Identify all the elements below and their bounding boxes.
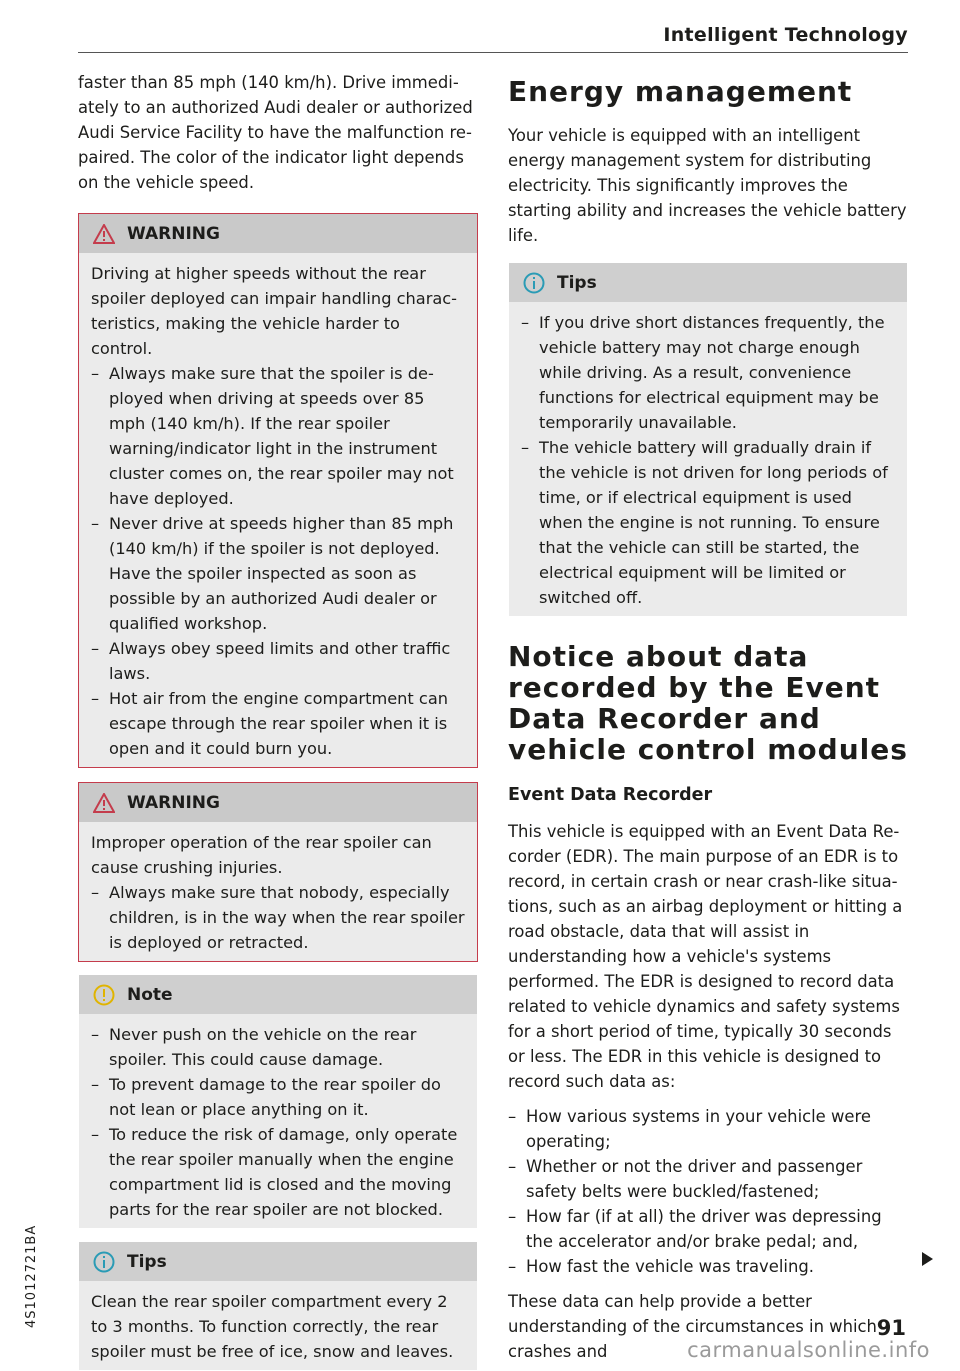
page-number: 91 (876, 1316, 906, 1340)
list-item: – The vehicle battery will gradually drain if the vehicle is not driven for long periods of time, or if electrical equipment is used when the engine is not running. To ensure that the vehicle can still be started, the electrical equipment will be limited or switched off. (521, 435, 895, 610)
list-item: – Never push on the vehicle on the rear spoiler. This could cause damage. (91, 1022, 465, 1072)
tips-text: Clean the rear spoiler compartment every 2 to 3 months. To function correctly, the rear spoiler must be free of ice, snow and leaves. (91, 1292, 454, 1361)
list-item: – Whether or not the driver and passenger safety belts were buckled/fastened; (508, 1154, 908, 1204)
list-item: – Always make sure that the spoiler is deployed when driving at speeds over 85 mph (140 km/h). If the rear spoiler warning/indicator light in the instrument cluster comes on, the rear spoiler may not have deployed. (91, 361, 465, 511)
note-box (78, 974, 478, 1229)
note-label: Note (127, 984, 173, 1005)
warning-body (79, 822, 477, 961)
tips-label: Tips (557, 272, 597, 293)
document-code: 4S1012721BA (24, 1224, 39, 1328)
tips-box (78, 1241, 478, 1371)
warning-list (91, 880, 465, 955)
info-circle-icon (93, 1251, 115, 1273)
tips-list (521, 310, 895, 610)
warning-label: WARNING (127, 223, 220, 244)
edr-list (508, 1104, 908, 1279)
warning-box-2 (78, 782, 478, 962)
right-column (508, 76, 908, 1364)
warning-header (79, 783, 477, 822)
section-title-energy: Energy management (508, 75, 853, 108)
warning-list (91, 361, 465, 761)
list-item: – How far (if at all) the driver was depressing the accelerator and/or brake pedal; and, (508, 1204, 908, 1254)
tips-header (79, 1242, 477, 1281)
list-item: – To reduce the risk of damage, only operate the rear spoiler manually when the engine compartment lid is closed and the moving parts for the rear spoiler are not blocked. (91, 1122, 465, 1222)
section-title-notice: Notice about data recorded by the Event Data Recorder and vehicle control modules (508, 640, 908, 766)
watermark: carmanualsonline.info (687, 1338, 930, 1362)
warning-triangle-icon (93, 224, 115, 244)
list-item: – Hot air from the engine compartment can escape through the rear spoiler when it is open and it could burn you. (91, 686, 465, 761)
warning-text: Improper operation of the rear spoiler can cause crushing injuries. (91, 833, 432, 877)
tips-box (508, 262, 908, 617)
energy-paragraph: Your vehicle is equipped with an intelligent energy management system for distributing electricity. This significantly improves the starting ability and increases the vehicle battery life. (508, 126, 907, 245)
edr-closing-paragraph: These data can help provide a better understanding of the circumstances in which crashes and (508, 1292, 877, 1361)
exclamation-circle-icon (93, 984, 115, 1006)
list-item: – How fast the vehicle was traveling. (508, 1254, 908, 1279)
list-item: – Never drive at speeds higher than 85 mph (140 km/h) if the spoiler is not deployed. Have the spoiler inspected as soon as possible by an authorized Audi dealer or qualified workshop. (91, 511, 465, 636)
list-item: – Always obey speed limits and other traffic laws. (91, 636, 465, 686)
edr-paragraph: This vehicle is equipped with an Event Data Recorder (EDR). The main purpose of an EDR is to record, in certain crash or near crash-like situations, such as an airbag deployment or hitting a road obstacle, data that will assist in understanding how a vehicle's systems performed. The EDR is designed to record data related to vehicle dynamics and safety systems for a short period of time, typically 30 seconds or less. The EDR in this vehicle is designed to record such data as: (508, 822, 903, 1091)
tips-body (509, 302, 907, 616)
warning-body (79, 253, 477, 767)
running-header: Intelligent Technology (663, 24, 908, 46)
warning-box-1 (78, 213, 478, 768)
intro-paragraph: faster than 85 mph (140 km/h). Drive immediately to an authorized Audi dealer or authorized Audi Service Facility to have the malfunction repaired. The color of the indicator light depends on the vehicle speed. (78, 73, 473, 192)
warning-triangle-icon (93, 793, 115, 813)
tips-label: Tips (127, 1251, 167, 1272)
list-item: – If you drive short distances frequently, the vehicle battery may not charge enough while driving. As a result, convenience functions for electrical equipment may be temporarily unavailable. (521, 310, 895, 435)
note-body (79, 1014, 477, 1228)
note-header (79, 975, 477, 1014)
continue-arrow-icon (922, 1252, 933, 1266)
list-item: – To prevent damage to the rear spoiler do not lean or place anything on it. (91, 1072, 465, 1122)
tips-body (79, 1281, 477, 1370)
list-item: – Always make sure that nobody, especially children, is in the way when the rear spoiler is deployed or retracted. (91, 880, 465, 955)
warning-label: WARNING (127, 792, 220, 813)
subheading-edr: Event Data Recorder (508, 785, 713, 805)
header-divider (78, 52, 908, 53)
left-column (78, 70, 478, 1371)
tips-header (509, 263, 907, 302)
info-circle-icon (523, 272, 545, 294)
warning-text: Driving at higher speeds without the rear spoiler deployed can impair handling characteristics, making the vehicle harder to control. (91, 264, 458, 358)
note-list (91, 1022, 465, 1222)
list-item: – How various systems in your vehicle were operating; (508, 1104, 908, 1154)
warning-header (79, 214, 477, 253)
